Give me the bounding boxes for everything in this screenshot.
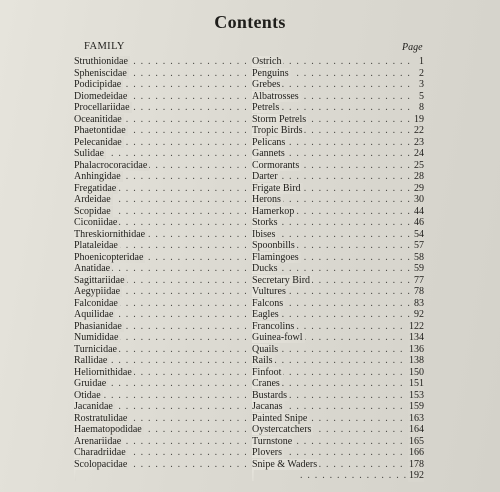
contents-entry [0, 240, 500, 252]
page-number: 57 [414, 240, 424, 251]
common-name: Quails [252, 343, 279, 355]
common-name: Finfoot [252, 366, 282, 378]
family-name: Anatidae [74, 263, 111, 274]
family-name: Falconidae [74, 297, 118, 309]
page-number: 78 [414, 286, 424, 297]
family-name: Sagittariidae [74, 274, 125, 286]
family-name: Otidae [74, 389, 101, 401]
page-number: 122 [409, 320, 424, 332]
contents-entry [0, 378, 500, 390]
contents-entry [0, 355, 500, 367]
family-name: Struthionidae [74, 56, 128, 67]
page-number: 165 [409, 435, 424, 447]
contents-entry [0, 401, 500, 413]
common-name: Ostrich [252, 56, 282, 67]
family-name: Gruidae [74, 378, 107, 389]
page-number: 2 [419, 67, 424, 79]
page-number: 164 [409, 424, 424, 435]
family-name [74, 470, 76, 481]
family-name: Ardeidae [74, 194, 111, 205]
contents-entry [0, 332, 500, 344]
contents-entry [0, 470, 500, 482]
page-number: 83 [414, 297, 424, 309]
contents-entry [0, 275, 500, 287]
contents-list [0, 56, 500, 482]
common-name: Ibises [252, 228, 276, 240]
page-number: 166 [409, 447, 424, 458]
contents-entry [0, 160, 500, 172]
contents-entry [0, 148, 500, 160]
page-number: 3 [419, 79, 424, 90]
common-name: Cranes [252, 378, 280, 389]
common-name: Storks [252, 217, 278, 228]
contents-entry [0, 367, 500, 379]
page-number: 5 [419, 90, 424, 102]
common-name: Turnstone [252, 435, 293, 447]
page-number: 44 [414, 205, 424, 217]
page-number: 92 [414, 309, 424, 320]
contents-entry [0, 79, 500, 91]
common-name: Gannets [252, 148, 285, 159]
common-name: Darter [252, 171, 278, 182]
family-name: Spheniscidae [74, 67, 127, 79]
page-number: 192 [409, 470, 424, 481]
family-name: Fregatidae [74, 182, 117, 194]
contents-entry [0, 436, 500, 448]
common-name: Secretary Bird [252, 274, 311, 286]
contents-entry [0, 321, 500, 333]
page-number: 77 [414, 274, 424, 286]
common-name: Francolins [252, 320, 295, 332]
common-name: Falcons [252, 297, 284, 309]
family-name: Threskiornithidae [74, 228, 146, 240]
page-number: 29 [414, 182, 424, 194]
page-number: 22 [414, 125, 424, 136]
contents-entry [0, 183, 500, 195]
common-name: Tropic Birds [252, 125, 303, 136]
common-name: Oystercatchers [252, 424, 312, 435]
contents-entry [0, 309, 500, 321]
contents-entry [0, 424, 500, 436]
contents-entry [0, 286, 500, 298]
family-name: Procellariidae [74, 102, 130, 113]
dot-leader [300, 470, 412, 482]
family-name: Pelecanidae [74, 136, 122, 148]
contents-entry [0, 68, 500, 80]
family-column-header: FAMILY [84, 41, 125, 52]
contents-entry [0, 91, 500, 103]
family-name: Heliornithidae [74, 366, 132, 378]
family-name: Rallidae [74, 355, 108, 366]
contents-entry [0, 344, 500, 356]
common-name [252, 470, 254, 481]
page-number: 19 [414, 113, 424, 125]
common-name: Storm Petrels [252, 113, 307, 125]
common-name: Herons [252, 194, 281, 205]
page-number: 54 [414, 228, 424, 240]
family-name: Aegypiidae [74, 286, 121, 297]
family-name: Jacanidae [74, 401, 113, 412]
family-name: Phoenicopteridae [74, 251, 144, 263]
family-name: Scopidae [74, 205, 111, 217]
contents-entry [0, 114, 500, 126]
page-number: 46 [414, 217, 424, 228]
family-name: Diomedeidae [74, 90, 128, 102]
common-name: Painted Snipe [252, 412, 308, 424]
family-name: Plataleidae [74, 240, 118, 251]
family-name: Arenariidae [74, 435, 122, 447]
common-name: Ducks [252, 263, 278, 274]
family-name: Oceanitidae [74, 113, 122, 125]
page-number: 159 [409, 401, 424, 412]
common-name: Rails [252, 355, 273, 366]
page-number: 136 [409, 343, 424, 355]
family-name: Podicipidae [74, 79, 122, 90]
common-name: Frigate Bird [252, 182, 301, 194]
contents-entry [0, 102, 500, 114]
page-number: 24 [414, 148, 424, 159]
family-name: Scolopacidae [74, 458, 128, 470]
page-number: 178 [409, 458, 424, 470]
common-name: Flamingoes [252, 251, 299, 263]
contents-entry [0, 390, 500, 402]
page-number: 28 [414, 171, 424, 182]
contents-entry [0, 206, 500, 218]
common-name: Eagles [252, 309, 279, 320]
common-name: Hamerkop [252, 205, 295, 217]
contents-entry [0, 447, 500, 459]
contents-entry [0, 171, 500, 183]
contents-entry [0, 125, 500, 137]
family-name: Phalacrocoracidae [74, 159, 148, 171]
page-number: 138 [409, 355, 424, 366]
contents-entry [0, 459, 500, 471]
common-name: Jacanas [252, 401, 283, 412]
contents-entry [0, 413, 500, 425]
common-name: Spoonbills [252, 240, 295, 251]
family-name: Aquilidae [74, 309, 114, 320]
page-number: 58 [414, 251, 424, 263]
family-name: Phasianidae [74, 320, 122, 332]
family-name: Charadriidae [74, 447, 126, 458]
family-name: Rostratulidae [74, 412, 128, 424]
page-number: 1 [419, 56, 424, 67]
common-name: Guinea-fowl [252, 332, 303, 343]
family-name: Turnicidae [74, 343, 117, 355]
common-name: Snipe & Waders [252, 458, 318, 470]
page-title: Contents [214, 12, 286, 32]
contents-entry [0, 56, 500, 68]
common-name: Cormorants [252, 159, 300, 171]
page-number: 150 [409, 366, 424, 378]
contents-entry [0, 217, 500, 229]
common-name: Albatrosses [252, 90, 299, 102]
page-number: 151 [409, 378, 424, 389]
common-name: Grebes [252, 79, 281, 90]
common-name: Bustards [252, 389, 287, 401]
dot-leader [252, 355, 412, 367]
page-number: 59 [414, 263, 424, 274]
page-number: 23 [414, 136, 424, 148]
family-name: Numididae [74, 332, 119, 343]
common-name: Penguins [252, 67, 289, 79]
page-column-header: Page [402, 42, 423, 53]
family-name: Ciconiidae [74, 217, 118, 228]
common-name: Vultures [252, 286, 286, 297]
contents-entry [0, 137, 500, 149]
page-number: 153 [409, 389, 424, 401]
family-name: Anhingidae [74, 171, 121, 182]
page-number: 8 [419, 102, 424, 113]
common-name: Petrels [252, 102, 280, 113]
contents-entry [0, 194, 500, 206]
page-number: 30 [414, 194, 424, 205]
page-number: 25 [414, 159, 424, 171]
common-name: Plovers [252, 447, 282, 458]
family-name: Phaetontidae [74, 125, 126, 136]
common-name: Pelicans [252, 136, 286, 148]
contents-entry [0, 298, 500, 310]
family-name: Haematopodidae [74, 424, 142, 435]
contents-entry [0, 252, 500, 264]
contents-entry [0, 229, 500, 241]
contents-entry [0, 263, 500, 275]
page-number: 163 [409, 412, 424, 424]
family-name: Sulidae [74, 148, 104, 159]
page-number: 134 [409, 332, 424, 343]
